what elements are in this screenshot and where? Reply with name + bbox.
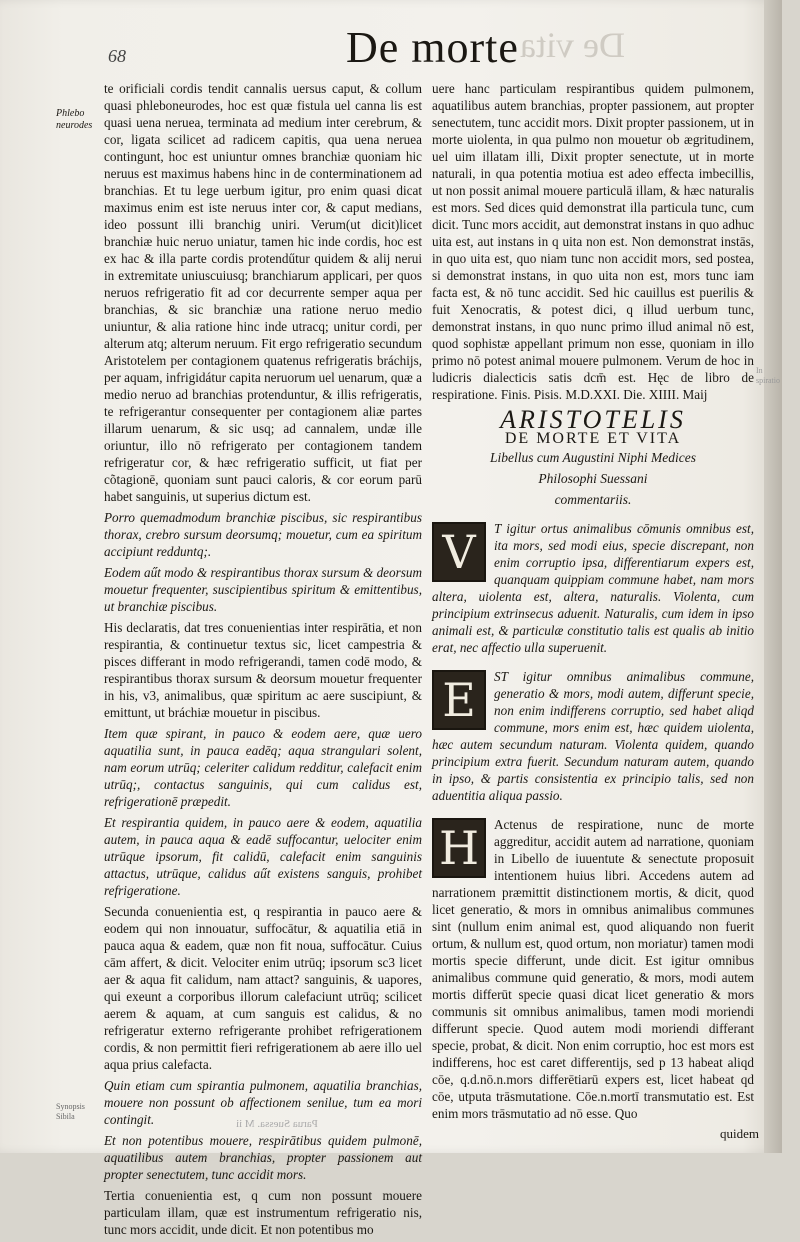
paragraph: Secunda conuenientia est, q respirantia in pauco aere & eodem qui non innouatur, suffocātur, & aquatilia etiā in pauca aqua & eadem, quæ non fit noua, suffocātur. Cuius cām affert, & dicit. Velociter enim utrūq; ipsorum sc3 licet aer & aqua fit calidum, nam attact? sanguinis, & uapores, qui exeunt a corporibus illorum calefaciunt utrūq; scilicet aerem & aquam, at cum sanguis est calidus, & no refrigeratur externo refrigerante prohibet refrigerationem cordis, & non permittit fieri refrigerationem ab aere illo uel aqua prius calefacta.	[104, 904, 422, 1072]
book-title: ARISTOTELIS	[500, 405, 686, 434]
paragraph: Porro quemadmodum branchiæ piscibus, sic respirantibus thorax, crebro sursum deorsumq; mouetur, cum ea spiritum accipiunt redduntq;.	[104, 510, 422, 559]
paragraph: Quin etiam cum spirantia pulmonem, aquatilia branchias, mouere non possunt ob affectionem senilue, tum ea mori contingit.	[104, 1078, 422, 1127]
paragraph: ST igitur omnibus animalibus commune, generatio & mors, modi autem, differunt specie, non enim indifferens corruptio, sed habet aliqd commune, mors enim est, hæc quidem uiolenta, hæc autem secundum naturam. Violenta quidem, quando principium extra fuerit. Secundum naturam autem, quando in ipso, & partis consistentia ex principio talis, sed non aduentitia aliqua passio.	[432, 669, 754, 803]
paragraph: Actenus de respiratione, nunc de morte aggreditur, accidit autem ad narratione, quoniam in Libello de iuuentute & senectute proposuit intentionem huius libri. Accedens autem ad narrationem præmittit distinctionem mortis, & dicit, quod licet generatio, & mors in omnibus animalibus communes sint (nullum enim animal est, quod aliquando non fuerit ortum, & nullum est, quod ortum, non moriatur) tamen modi mortis specie differunt, unde dicit. Est igitur omnibus animalibus commune quid generatio, & mors, modi autem mortis differūt specie quasi dicat licet generatio & mors communis sit omnibus animalibus, tamen modi moriendi differunt specie. Quod autem modi moriendi differant specie, probat, & dicit. Non enim corruptio, hoc est mors est indifferens, hoc est caret differentijs, sed p 13 habeat aliqd cōe, q.d.nō.n.mors differētiarū expers est, licet habeat qd cōe, utputa trāsmutatione. Cōe.n.mortī transmutatio est. Est enim mors trāsmutatio ad nō esse. Quo	[432, 817, 754, 1121]
section-v	[432, 520, 754, 656]
decorated-initial: E	[432, 670, 486, 730]
left-column	[104, 80, 422, 1242]
paragraph: Et respirantia quidem, in pauco aere & eodem, aquatilia autem, in pauca aqua & eadē suffocantur, uelociter enim utrūque ipsorum, fit calidū, calefacit enim sanguinis attactus, utrūque, calidus aűt existens sanguis, prohibet refrigeratione.	[104, 815, 422, 898]
book-subtitle: DE MORTE ET VITA	[504, 430, 682, 447]
subtitle-line: Libellus cum Augustini Niphi Medices	[490, 450, 696, 465]
subtitle-line: commentariis.	[554, 492, 632, 507]
signature-mark: Parua Suessa. M ii	[236, 1118, 318, 1130]
subtitle-line: Philosophi Suessani	[538, 471, 648, 486]
margin-note-right: In spiratio	[756, 366, 780, 385]
paragraph: Item quæ spirant, in pauco & eodem aere, quæ uero aquatilia sunt, in pauca eadēq; aqua strangulari solent, nam eorum utrūq; celeriter calidum redditur, calefacit enim utrūq;, contactus sanguinis, qui cum calidus est, refrigerationē præpedit.	[104, 726, 422, 809]
paragraph: His declaratis, dat tres conuenientias inter respirātia, et non respirantia, & continuetur textus sic, licet campestria & pisces differant in modo refrigerandi, tamen codē modo, & respirantibus thorax sursum & deorsum mouetur frequenter in his, v3, animalibus, quæ spiritum ac aere suscipiunt, & emittunt, ut bráchiæ mouetur in piscibus.	[104, 620, 422, 720]
section-h	[432, 816, 754, 1122]
decorated-initial: V	[432, 522, 486, 582]
decorated-initial: H	[432, 818, 486, 878]
paragraph: Et non potentibus mouere, respirātibus quidem pulmonē, aquatilibus autem branchias, propter passionem aut propter senectutem, tunc accidit mors.	[104, 1133, 422, 1182]
margin-note-left-top: Phlebo neurodes	[56, 108, 93, 131]
page-edge	[764, 0, 782, 1153]
show-through-text: De vita	[520, 25, 625, 65]
page-number: 68	[108, 46, 126, 66]
right-column	[432, 80, 754, 1122]
paragraph: uere hanc particulam respirantibus quidem pulmonem, aquatilibus autem branchias, propter passionem, aut propter senectutem, tunc accidit mors. Dixit propter passionem, ut in morte uiolenta, in qua pulmo non mouetur ob ægritudinem, uel uim illatam illi, Dixit propter senectute, ut in morte naturali, in qua potentia motiua est adeo effecta imbecillis, ut non possit animal mouere particulā illam, & hæc naturalis est mors. Sed dices quid demonstrat illa particula tunc, cum dicit. Tunc mors accidit, aut demonstrat instans in quo adhuc uita est, aut instans in q uita non est. Non demonstrat instās, in quo uita est, quo niam tunc non accidit mors, sed postea, si demonstrat instans, in quo uita non est, mors tunc iam facta est, & nō tunc accidit. Sed hic cauillus est puerilis & fuit Xenocratis, & potest dici, q illud uerbum tunc, demonstrat instans, in quo nunc primo illud animal nō est, quod sophistæ appellant primum non esse, quoniam in illo primo nō potest animal mouere pulmonem. Verum de hoc in ludicris dialecticis satis dcm̄ est. Hęc de libro de respiratione. Finis. Pisis. M.D.XXI. Die. XIIII. Maij	[432, 81, 754, 402]
paragraph: te orificiali cordis tendit cannalis uersus caput, & collum quasi phleboneurodes, hoc est quæ fistula uel canna lis est quasi uena neruea, terminata ad medium inter cerebrum, & cor, ligata scilicet ad radicem capitis, qua uena nerueа contingunt, hoc est uniuntur omnes branchiæ quoniam hic neruus est maximus habens hinc in de conterminationem ad branchias. Et tu lege uerbum igitur, pro enim quasi dicat maximus enim est iste neruus inter cor, & caput medians, ideo possunt illi branchig uniri. Verum(ut dicit)licet branchiæ huic neruo uniatur, tamen hic inde cordis, hoc est ex hac & illa parte cordis protendűtur quidem & alij nerui in extremitate uniuscuiusq; branchiarum applicari, per quos neruos refrigeratio fit ad cor decurrente semper aqua per branchias, & sic branchiæ una ratione neruo medio uniuntur, & alia ratione hinc inde utracq; unitur cordi, per alterum atq; alterum neruum. Fit ergo refrigeratio secundum Aristotelem per contagionem quatenus refrigeratis bráchijs, per aquam, infrigidátur capita neruorum uel uenarum, quæ a medio neruo ad branchias protenduntur, & illis refrigeratis, te refrigerantur consequenter per contagionem aliæ partes illarum uenarum, & sic usq; ad cannalem, undæ ille oriuntur, illo nō refrigerato per contagionem tandem refrigeratur cor, & hæc refrigeratio sufficit, ut fiat per cõtagionē, quoniam sunt pauci caloris, & cor eorum parū habet sanguinis, ut superius dictum est.	[104, 81, 422, 504]
paragraph: Tertia conuenientia est, q cum non possunt mouere particulam illam, quæ est instrumentum refrigeratio nis, tunc mors accidit, unde dicit. Et non potentibus mo	[104, 1188, 422, 1237]
paragraph: T igitur ortus animalibus cōmunis omnibus est, ita mors, sed modi eius, specie discrepant, non enim corruptio ipsa, differentiarum expers est, quanquam quippiam commune habet, nam mors altera, uiolenta est, altera, naturalis. Violenta, cum principium extrinsecus aduenit. Naturalis, cum idem in ipso animali est, & particulæ constitutio talis est qualis ab initio erat, nec affectio ulla superuenit.	[432, 521, 754, 655]
section-e	[432, 668, 754, 804]
margin-note-left-bottom: Synopsis Sibila	[56, 1102, 85, 1121]
running-head: De morte	[346, 23, 519, 72]
catchword: quidem	[720, 1126, 759, 1141]
paragraph: Eodem aűt modo & respirantibus thorax sursum & deorsum mouetur frequenter, suscipientibus spiritum & emittentibus, ut branchiæ piscibus.	[104, 565, 422, 614]
